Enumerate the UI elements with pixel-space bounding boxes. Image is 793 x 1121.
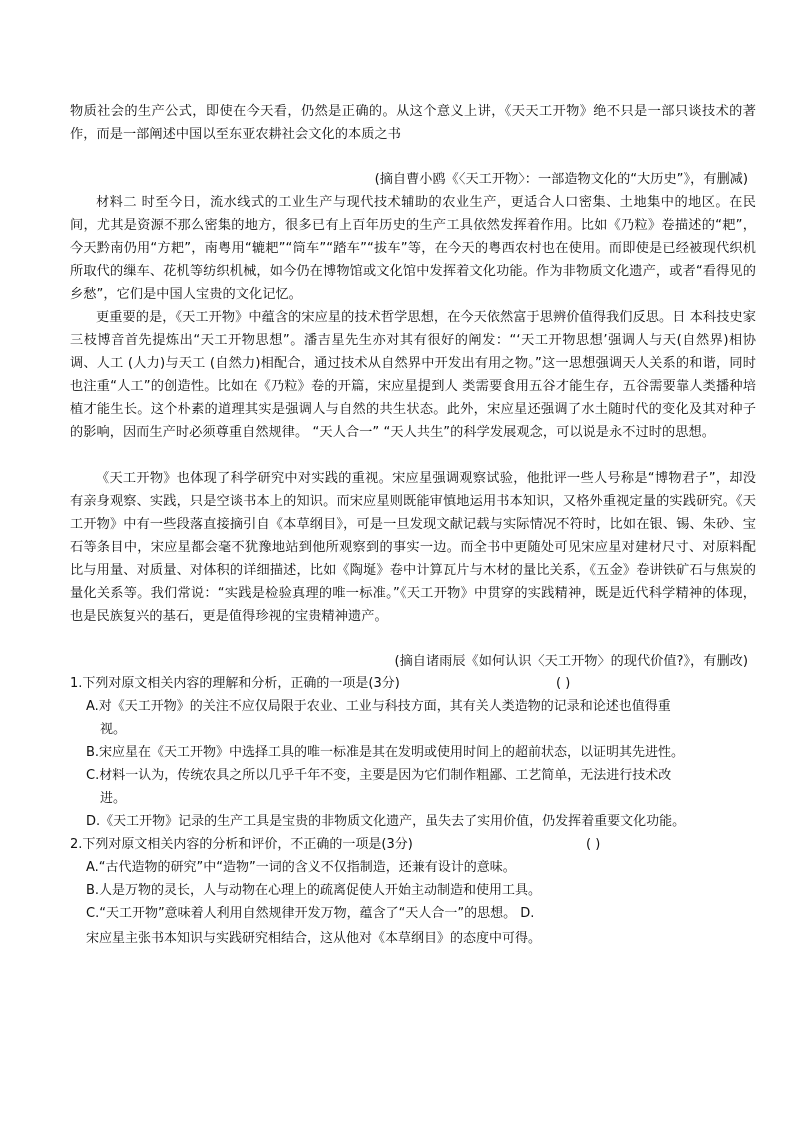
question-1-stem <box>70 672 760 695</box>
material2-paragraph-3: 《天工开物》也体现了科学研究中对实践的重视。宋应星强调观察试验，他批评一些人号称是“博物君子”，却没有亲身观察、实践，只是空谈书本上的知识。而宋应星则既能审慎地运用书本知识，又格外重视定量的实践研究。《天工开物》中有一些段落直接摘引自《本草纲目》，可是一旦发现文献记载与实际情况不符时，比如在银、锡、朱砂、宝石等条目中，宋应星都会毫不犹豫地站到他所观察到的事实一边。而全书中更随处可见宋应星对建材尺寸、对原料配比与用量、对质量、对体积的详细描述，比如《陶埏》卷中计算瓦片与木材的量比关系，《五金》卷讲铁矿石与焦炭的量化关系等。我们常说：“实践是检验真理的唯一标准。”《天工开物》中贯穿的实践精神，既是近代科学精神的体现，也是民族复兴的基石，更是值得珍视的宝贵精神遗产。 <box>70 471 756 624</box>
intro-paragraph: 物质社会的生产公式，即使在今天看，仍然是正确的。从这个意义上讲，《天天工开物》绝不只是一部只谈技术的著作，而是一部阐述中国以至东亚农耕社会文化的本质之书 <box>70 104 756 142</box>
option-c-line2: 进。 <box>100 791 127 806</box>
option-b-line1: B.宋应星在《天工开物》中选择工具的唯一标准是其在发明或使用时间上的超前状态，以证明其先进性。 <box>86 745 685 760</box>
question-1-option-d <box>86 810 726 833</box>
material2-paragraph-1: 材料二 时至今日，流水线式的工业生产与现代技术辅助的农业生产，更适合人口密集、土地集中的地区。在民间，尤其是资源不那么密集的地方，很多已有上百年历史的生产工具依然发挥着作用。比如《乃粒》卷描述的“耙”，今天黔南仍用“方耙”，南粤用“辘耙”“筒车”“踏车”“拔车”等，在今天的粤西农村也在使用。而即使是已经被现代织机所取代的缫车、花机等纺织机械，如今仍在博物馆或文化馆中发挥着文化功能。作为非物质文化遗产，或者“看得见的乡愁”，它们是中国人宝贵的文化记忆。 <box>70 195 756 302</box>
q2-option-a-line1: A.“古代造物的研究”中“造物”一词的含义不仅指制造，还兼有设计的意味。 <box>86 860 516 875</box>
question-1-text: 1.下列对原文相关内容的理解和分析，正确的一项是(3分) <box>70 676 400 691</box>
question-1-option-a-cont <box>86 718 726 741</box>
option-d-line1: D.《天工开物》记录的生产工具是宝贵的非物质文化遗产，虽失去了实用价值，仍发挥着重要文化功能。 <box>86 814 686 829</box>
source-citation-2: (摘自诸雨辰《如何认识〈天工开物〉的现代价值?》，有删改) <box>394 654 748 669</box>
question-2-option-a <box>86 856 726 879</box>
question-2-text: 2.下列对原文相关内容的分析和评价，不正确的一项是(3分) <box>70 837 413 852</box>
option-a-line2: 视。 <box>100 722 127 737</box>
q2-option-d-line: 宋应星主张书本知识与实践研究相结合，这从他对《本草纲目》的态度中可得。 <box>86 931 542 946</box>
option-a-line1: A.对《天工开物》的关注不应仅局限于农业、工业与科技方面，其有关人类造物的记录和论述也值得重 <box>86 699 671 714</box>
question-2-option-d <box>86 927 726 950</box>
question-1-option-c <box>86 764 726 787</box>
question-1-option-c-cont <box>86 787 726 810</box>
option-c-line1: C.材料一认为，传统农具之所以几乎千年不变，主要是因为它们制作粗鄙、工艺简单，无法进行技术改 <box>86 768 672 783</box>
question-1-option-a <box>86 695 726 718</box>
question-2-option-b <box>86 879 726 902</box>
answer-blank-2: ( ) <box>586 837 601 852</box>
q2-option-c-line1: C.“天工开物”意味着人利用自然规律开发万物，蕴含了“天人合一”的思想。 D. <box>86 906 535 921</box>
answer-blank-1: ( ) <box>556 676 571 691</box>
question-1-option-b <box>86 741 726 764</box>
q2-option-b-line1: B.人是万物的灵长，人与动物在心理上的疏离促使人开始主动制造和使用工具。 <box>86 883 542 898</box>
source-citation-1: (摘自曹小鸥《〈天工开物〉：一部造物文化的“大历史”》，有删减) <box>374 172 748 187</box>
question-2-option-c <box>86 902 726 925</box>
question-2-stem <box>70 833 760 856</box>
material2-paragraph-2: 更重要的是，《天工开物》中蕴含的宋应星的技术哲学思想，在今天依然富于思辨价值得我们反思。日 本科技史家三枝博音首先提炼出“天工开物思想”。潘吉星先生亦对其有很好的阐发：“‘天工开物思想’强调人与天(自然界)相协调、人工 (人力)与天工 (自然力)相配合，通过技术从自然界中开发出有用之物。”这一思想强调天人关系的和谐，同时也注重“人工”的创造性。比如在《乃粒》卷的开篇，宋应星提到人 类需要食用五谷才能生存，五谷需要靠人类播种培植才能生长。这个朴素的道理其实是强调人与自然的共生状态。此外，宋应星还强调了水土随时代的变化及其对种子的影响，因而生产时必须尊重自然规律。 “天人合一” “天人共生”的科学发展观念，可以说是永不过时的思想。 <box>70 310 756 440</box>
